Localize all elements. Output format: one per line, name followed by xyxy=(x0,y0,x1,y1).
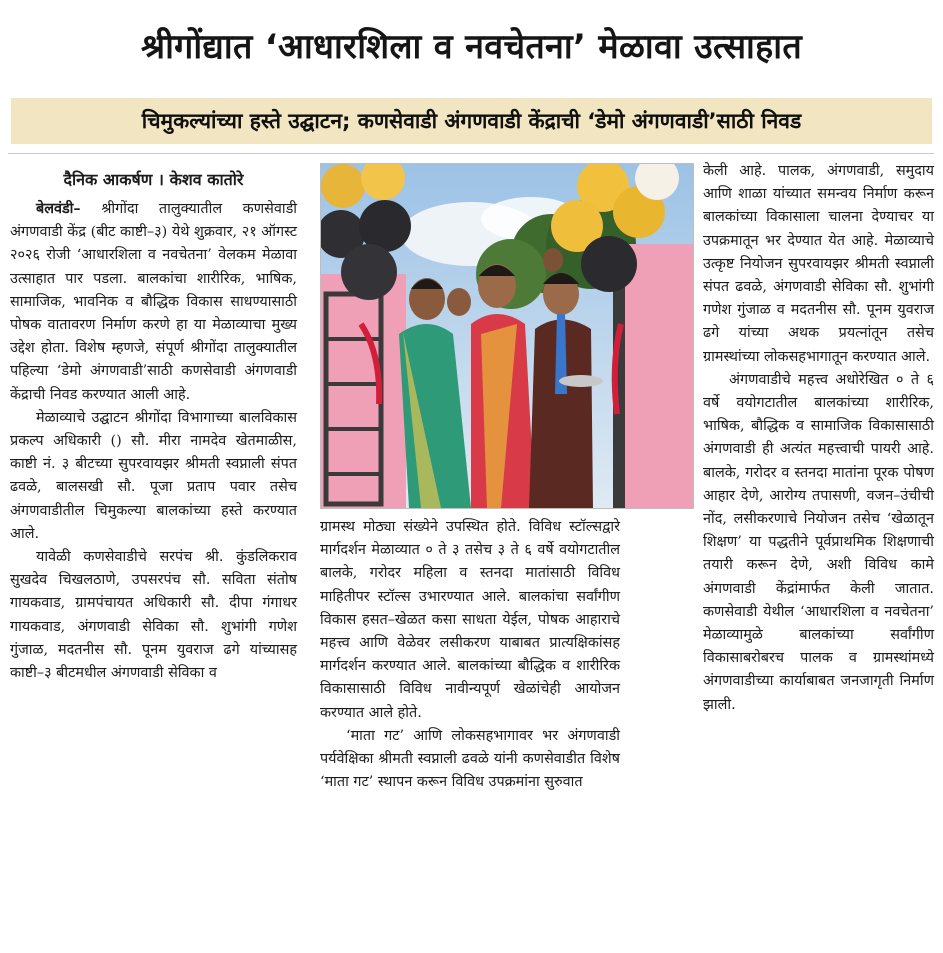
column-3 xyxy=(703,160,934,717)
paragraph: ग्रामस्थ मोठ्या संख्येने उपस्थित होते. विविध स्टॉल्सद्वारे मार्गदर्शन मेळाव्यात ० ते ३ तसेच ३ ते ६ वर्षे वयोगटातील बालके, गरोदर महिला व स्तनदा मातांसाठी विविध माहितीपर स्टॉल्स उभारण्यात आले. बालकांचा सर्वांगीण विकास हसत–खेळत कसा साधता येईल, पोषक आहाराचे महत्त्व आणि वेळेवर लसीकरण याबाबत प्रात्यक्षिकांसह मार्गदर्शन करण्यात आले. बालकांच्या बौद्धिक व शारीरिक विकासासाठी विविध नावीन्यपूर्ण खेळांचेही आयोजन करण्यात आले होते. xyxy=(320,519,620,721)
paragraph: अंगणवाडीचे महत्त्व अधोरेखित ० ते ६ वर्षे वयोगटातील बालकांच्या शारीरिक, भाषिक, बौद्धिक व सामाजिक विकासासाठी अंगणवाडी ही अत्यंत महत्त्वाची पायरी आहे. बालके, गरोदर व स्तनदा मातांना पूरक पोषण आहार देणे, आरोग्य तपासणी, वजन–उंचीची नोंद, लसीकरणाचे नियोजन तसेच ‘खेळातून शिक्षण’ या पद्धतीने पूर्वप्राथमिक शिक्षणाची तयारी करून देणे, अशी विविध कामे अंगणवाडी केंद्रांमार्फत केली जातात. कणसेवाडी येथील ‘आधारशिला व नवचेतना’ मेळाव्यामुळे बालकांच्या सर्वांगीण विकासाबरोबरच पालक व ग्रामस्थांमध्ये अंगणवाडीच्या कार्याबाबत जनजागृती निर्माण झाली. xyxy=(703,371,934,713)
paragraph-text: श्रीगोंदा तालुक्यातील कणसेवाडी अंगणवाडी केंद्र (बीट काष्टी–३) येथे शुक्रवार, २१ ऑगस्ट २०२६ रोजी ‘आधारशिला व नवचेतना’ वेलकम मेळावा उत्साहात पार पडला. बालकांचा शारीरिक, भाषिक, सामाजिक, भावनिक व बौद्धिक विकास साधण्यासाठी पोषक वातावरण निर्माण करणे हा या मेळाव्याचा मुख्य उद्देश होता. विशेष म्हणजे, संपूर्ण श्रीगोंदा तालुक्यातील पहिल्या ‘डेमो अंगणवाडी’साठी कणसेवाडी अंगणवाडी केंद्राची निवड करण्यात आली आहे. xyxy=(10,201,298,403)
paragraph: मेळाव्याचे उद्घाटन श्रीगोंदा विभागाच्या बालविकास प्रकल्प अधिकारी () सौ. मीरा नामदेव खेतमाळीस, काष्टी नं. ३ बीटच्या सुपरवायझर श्रीमती स्वप्नाली संपत ढवळे, बालसखी सौ. पूजा प्रताप पवार तसेच अंगणवाडीतील चिमुकल्या बालकांच्या हस्ते करण्यात आले. xyxy=(10,409,297,542)
paragraph: ‘माता गट’ आणि लोकसहभागावर भर अंगणवाडी पर्यवेक्षिका श्रीमती स्वप्नाली ढवळे यांनी कणसेवाडीत विशेष ‘माता गट’ स्थापन करून विविध उपक्रमांना सुरुवात xyxy=(320,727,620,791)
dateline: बेलवंडी– xyxy=(36,200,81,217)
subheadline: चिमुकल्यांच्या हस्ते उद्घाटन; कणसेवाडी अंगणवाडी केंद्राची ‘डेमो अंगणवाडी’साठी निवड xyxy=(141,109,802,133)
column-1 xyxy=(10,165,297,685)
column-2 xyxy=(320,516,620,794)
paragraph xyxy=(10,197,297,407)
ribbon-cutting-image xyxy=(321,164,693,508)
event-photo xyxy=(320,163,694,509)
divider xyxy=(8,153,934,154)
paragraph: यावेळी कणसेवाडीचे सरपंच श्री. कुंडलिकराव सुखदेव चिखलठाणे, उपसरपंच सौ. सविता संतोष गायकवाड, ग्रामपंचायत अधिकारी सौ. दीपा गंगाधर गायकवाड, अंगणवाडी सेविका सौ. शुभांगी गणेश गुंजाळ, मदतनीस सौ. पूनम युवराज ढगे यांच्यासह काष्टी–३ बीटमधील अंगणवाडी सेविका व xyxy=(10,549,297,682)
paragraph: केली आहे. पालक, अंगणवाडी, समुदाय आणि शाळा यांच्यात समन्वय निर्माण करून बालकांच्या विकासाला चालना देण्याचर या उपक्रमातून भर देण्यात येत आहे. मेळाव्याचे उत्कृष्ट नियोजन सुपरवायझर श्रीमती स्वप्नाली संपत ढवळे, अंगणवाडी सेविका सौ. शुभांगी गणेश गुंजाळ व मदतनीस सौ. पूनम युवराज ढगे यांच्या अथक प्रयत्नांतून तसेच ग्रामस्थांच्या लोकसहभागातून करण्यात आले. xyxy=(703,163,934,365)
subheadline-bar xyxy=(11,98,932,144)
headline: श्रीगोंद्यात ‘आधारशिला व नवचेतना’ मेळावा उत्साहात xyxy=(141,27,802,67)
byline: दैनिक आकर्षण । केशव कातोरे xyxy=(63,170,244,189)
